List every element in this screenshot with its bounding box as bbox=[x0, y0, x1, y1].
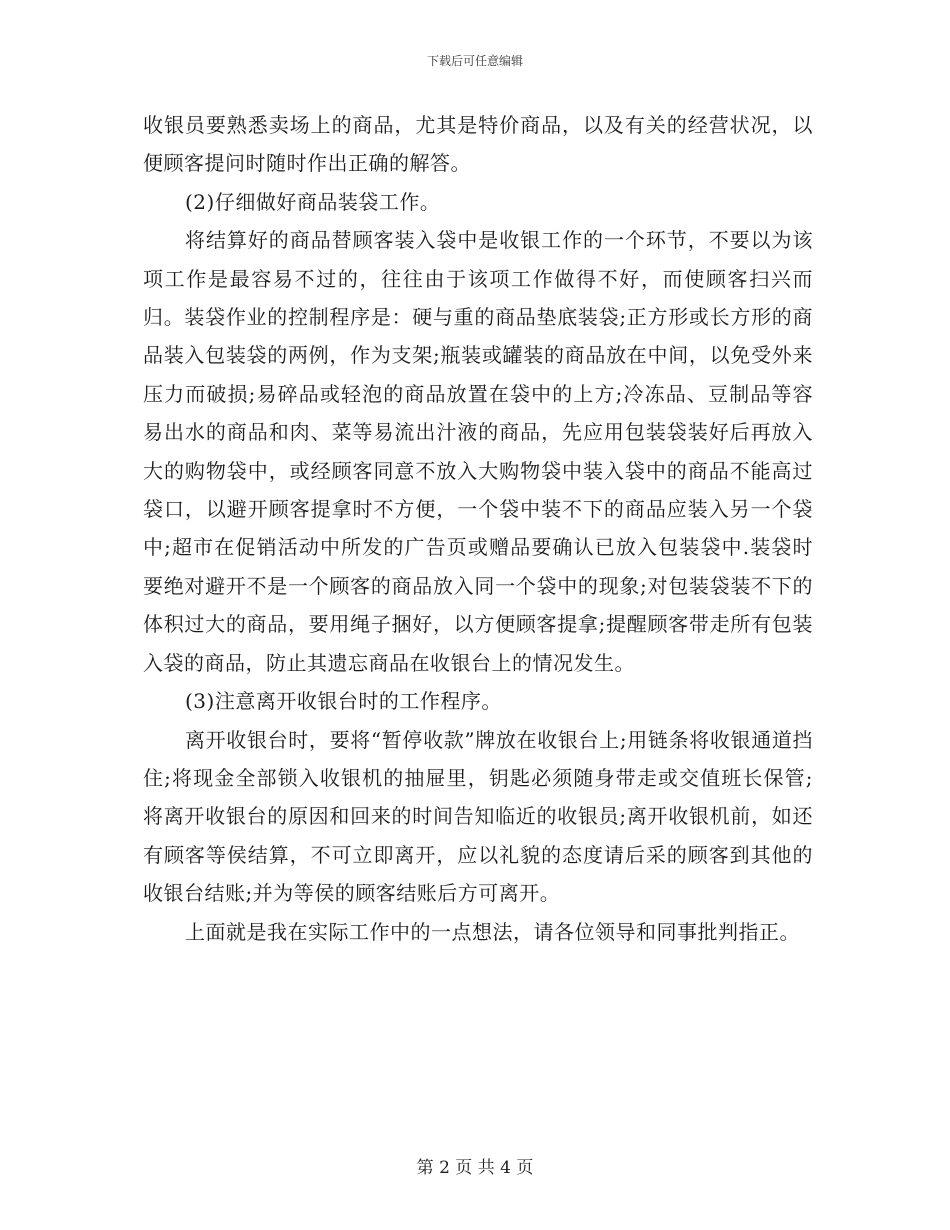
paragraph-closing-remark: 上面就是我在实际工作中的一点想法，请各位领导和同事批判指正。 bbox=[185, 919, 800, 944]
paragraph-leaving-procedure: 离开收银台时，要将“暂停收款”牌放在收银台上;用链条将收银通道挡住;将现金全部锁入收银机的抽屉里，钥匙必须随身带走或交值班长保管;将离开收银台的原因和回来的时间告知临近的收银员;离开收银机前，如还有顾客等侯结算，不可立即离开，应以礼貌的态度请后采的顾客到其他的收银台结账;并为等侯的顾客结账后方可离开。 bbox=[143, 727, 813, 906]
page-header: 下载后可任意编辑 bbox=[426, 54, 523, 68]
section-heading-leaving-counter: (3)注意离开收银台时的工作程序。 bbox=[185, 689, 502, 714]
page-number: 第 2 页 共 4 页 bbox=[416, 1158, 534, 1178]
paragraph-bagging-procedure: 将结算好的商品替顾客装入袋中是收银工作的一个环节，不要以为该项工作是最容易不过的，往往由于该项工作做得不好，而使顾客扫兴而归。装袋作业的控制程序是：硬与重的商品垫底装袋;正方形或长方形的商品装入包装袋的两例，作为支架;瓶装或罐装的商品放在中间，以免受外来压力而破损;易碎品或轻泡的商品放置在袋中的上方;冷冻品、豆制品等容易出水的商品和肉、菜等易流出汁液的商品，先应用包装袋装好后再放入大的购物袋中，或经顾客同意不放入大购物袋中装入袋中的商品不能高过袋口，以避开顾客提拿时不方便，一个袋中装不下的商品应装入另一个袋中;超市在促销活动中所发的广告页或赠品要确认已放入包装袋中.装袋时要绝对避开不是一个顾客的商品放入同一个袋中的现象;对包装袋装不下的体积过大的商品，要用绳子捆好，以方便顾客提拿;提醒顾客带走所有包装入袋的商品，防止其遗忘商品在收银台上的情况发生。 bbox=[143, 228, 813, 675]
document-body bbox=[143, 106, 813, 951]
paragraph-cashier-knowledge: 收银员要熟悉卖场上的商品，尤其是特价商品，以及有关的经营状况，以便顾客提问时随时作出正确的解答。 bbox=[143, 113, 813, 176]
section-heading-bagging: (2)仔细做好商品装袋工作。 bbox=[185, 189, 441, 214]
